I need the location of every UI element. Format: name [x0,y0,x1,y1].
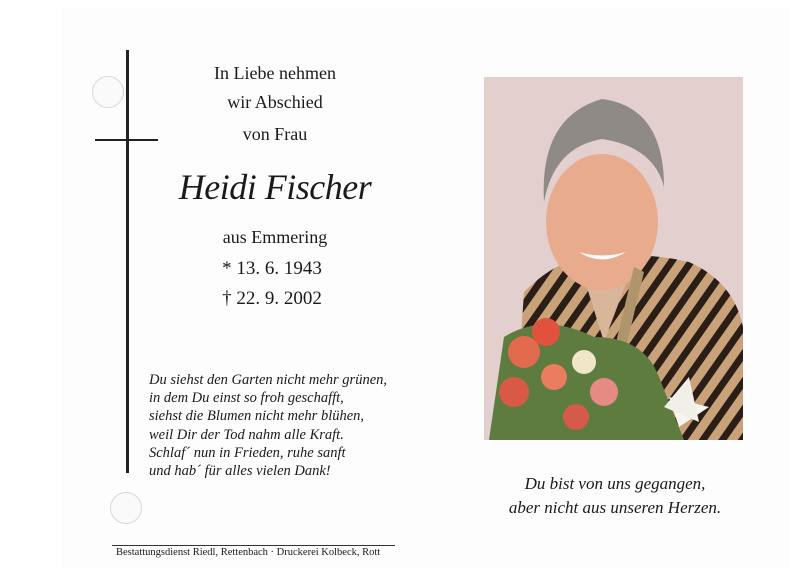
poem-line: Du siehst den Garten nicht mehr grünen, [149,372,388,388]
poem-line: siehst die Blumen nicht mehr blühen, [149,408,365,425]
header-line-2: wir Abschied [227,92,323,112]
birth-date: * 13. 6. 1943 [222,258,322,279]
poem-line: in dem Du einst so froh geschafft, [149,390,344,407]
portrait-photo [484,77,743,440]
poem-line: und hab´ für alles vielen Dank! [149,463,331,480]
header-line-3: von Frau [242,124,308,144]
caption-line-2: aber nicht aus unseren Herzen. [508,498,722,517]
punch-hole-top [92,76,124,108]
origin-text: aus Emmering [222,227,328,247]
cross-vertical-bar [126,50,129,473]
caption-line-1: Du bist von uns gegangen, [524,474,706,493]
footer-credit: Bestattungsdienst Riedl, Rettenbach · Druckerei Kolbeck, Rott [116,547,381,558]
poem [149,371,439,480]
cross-horizontal-bar [95,139,158,141]
punch-hole-bottom [110,492,142,524]
poem-line: weil Dir der Tod nahm alle Kraft. [149,426,344,443]
death-date: † 22. 9. 2002 [222,288,322,309]
footer-divider [112,545,395,546]
deceased-name: Heidi Fischer [178,167,372,207]
poem-line: Schlaf´ nun in Frieden, ruhe sanft [149,444,346,461]
header-line-1: In Liebe nehmen [214,63,336,83]
